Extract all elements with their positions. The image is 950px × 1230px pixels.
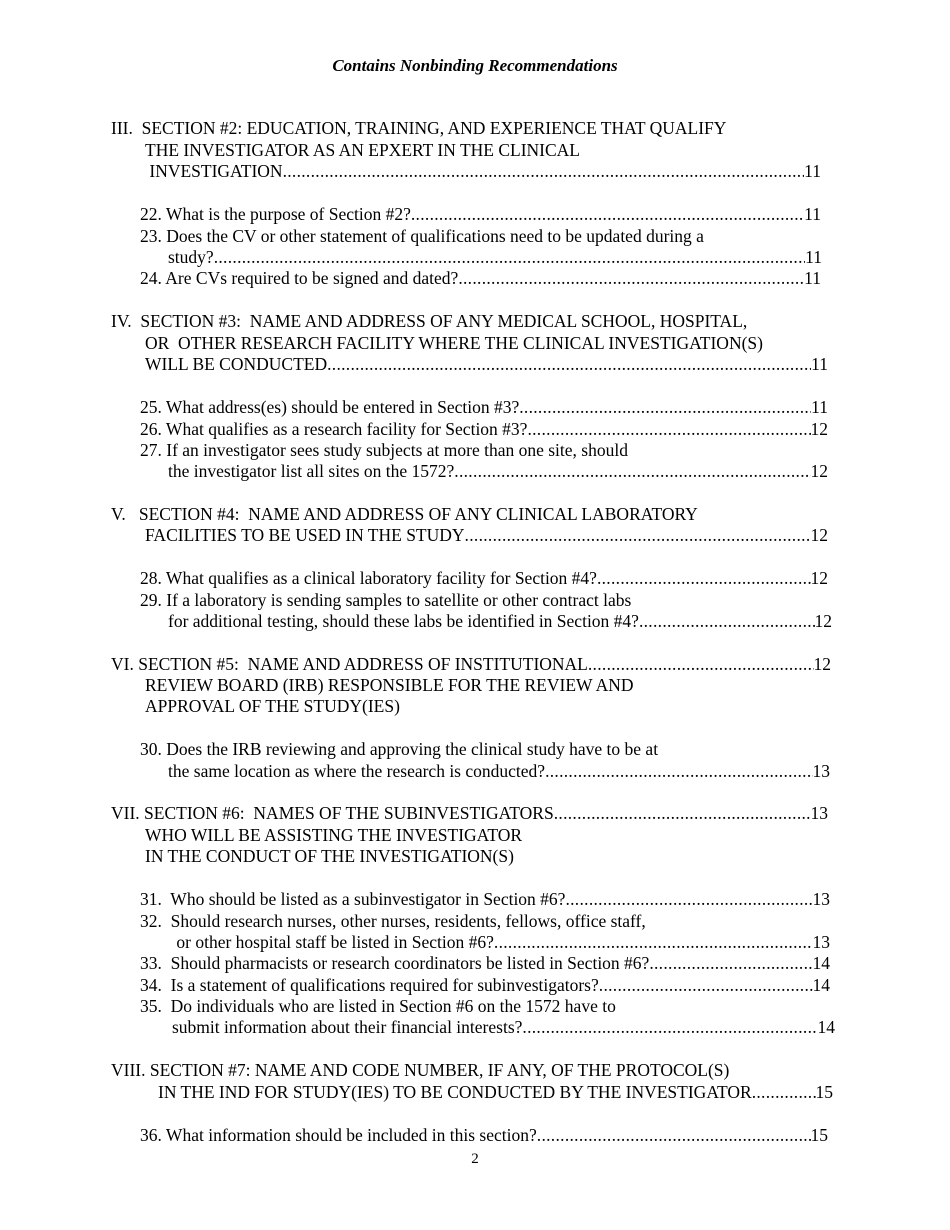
toc-entry-page: 14 — [812, 953, 830, 973]
toc-entry — [168, 460, 828, 482]
toc-entry — [145, 353, 828, 375]
toc-entry-text: 33. Should pharmacists or research coordinators be listed in Section #6? — [140, 953, 650, 973]
toc-entry-page: 12 — [813, 654, 831, 674]
toc-entry-text: 23. Does the CV or other statement of qualifications need to be updated during a — [140, 226, 704, 246]
toc-entry-text: 24. Are CVs required to be signed and dated? — [140, 268, 459, 288]
toc-entry-text: VI. SECTION #5: NAME AND ADDRESS OF INSTITUTIONAL — [111, 654, 588, 674]
toc-entry — [140, 1124, 828, 1146]
toc-heading-continuation: OR OTHER RESEARCH FACILITY WHERE THE CLINICAL INVESTIGATION(S) — [145, 333, 763, 353]
toc-entry-page: 11 — [804, 161, 821, 181]
toc-entry — [140, 974, 830, 996]
toc-entry — [140, 203, 821, 225]
toc-entry-text: the same location as where the research is conducted? — [168, 761, 546, 781]
toc-entry-text: 34. Is a statement of qualifications required for subinvestigators? — [140, 975, 599, 995]
toc-entry — [140, 888, 830, 910]
toc-entry-text: or other hospital staff be listed in Section #6? — [172, 932, 494, 952]
toc-entry-page: 12 — [810, 461, 828, 481]
toc-entry-text: 22. What is the purpose of Section #2? — [140, 204, 411, 224]
toc-entry-text: 35. Do individuals who are listed in Section #6 on the 1572 have to — [140, 996, 616, 1016]
toc-heading-continuation: REVIEW BOARD (IRB) RESPONSIBLE FOR THE REVIEW AND — [145, 675, 634, 695]
toc-entry-text: FACILITIES TO BE USED IN THE STUDY — [145, 525, 465, 545]
toc-heading-continuation: THE INVESTIGATOR AS AN EPXERT IN THE CLINICAL — [145, 140, 580, 160]
toc-entry-text: IN THE IND FOR STUDY(IES) TO BE CONDUCTED BY THE INVESTIGATOR — [158, 1082, 752, 1102]
page-number: 2 — [471, 1151, 479, 1167]
toc-entry-page: 12 — [810, 568, 828, 588]
toc-entry-text: the investigator list all sites on the 1572? — [168, 461, 455, 481]
toc-entry — [145, 160, 821, 182]
toc-entry-page: 13 — [810, 803, 828, 823]
toc-entry-text: VII. SECTION #6: NAMES OF THE SUBINVESTIGATORS — [111, 803, 554, 823]
toc-entry-text: for additional testing, should these labs be identified in Section #4? — [168, 611, 639, 631]
toc-entry-text: 29. If a laboratory is sending samples to satellite or other contract labs — [140, 590, 632, 610]
toc-entry — [145, 524, 828, 546]
toc-heading-section-6 — [111, 802, 828, 824]
toc-entry-text: 32. Should research nurses, other nurses, residents, fellows, office staff, — [140, 911, 646, 931]
toc-entry-text: WILL BE CONDUCTED — [145, 354, 328, 374]
toc-entry-page: 11 — [805, 247, 822, 267]
toc-entry-page: 12 — [810, 419, 828, 439]
toc-entry — [140, 267, 821, 289]
toc-entry — [168, 610, 832, 632]
toc-entry — [140, 396, 828, 418]
toc-heading-section-5 — [111, 653, 831, 675]
toc-entry-page: 13 — [812, 932, 830, 952]
toc-entry-page: 12 — [810, 525, 828, 545]
toc-heading-section-7: VIII. SECTION #7: NAME AND CODE NUMBER, IF ANY, OF THE PROTOCOL(S) — [111, 1060, 730, 1080]
toc-heading-continuation: WHO WILL BE ASSISTING THE INVESTIGATOR — [145, 825, 523, 845]
toc-entry — [168, 246, 822, 268]
toc-entry-page: 13 — [812, 889, 830, 909]
toc-heading-continuation — [158, 1081, 833, 1103]
toc-heading-section-2: III. SECTION #2: EDUCATION, TRAINING, AND EXPERIENCE THAT QUALIFY — [111, 118, 727, 138]
toc-entry-page: 11 — [811, 354, 828, 374]
toc-heading-section-4: V. SECTION #4: NAME AND ADDRESS OF ANY CLINICAL LABORATORY — [111, 504, 698, 524]
toc-entry-text: 25. What address(es) should be entered in Section #3? — [140, 397, 520, 417]
toc-entry-page: 11 — [804, 204, 821, 224]
toc-entry-page: 15 — [810, 1125, 828, 1145]
toc-entry-page: 14 — [812, 975, 830, 995]
toc-entry-text: 36. What information should be included in this section? — [140, 1125, 537, 1145]
toc-entry-page: 11 — [804, 268, 821, 288]
toc-entry — [140, 952, 830, 974]
toc-entry — [172, 1016, 835, 1038]
toc-entry-text: 26. What qualifies as a research facility for Section #3? — [140, 419, 528, 439]
toc-entry — [168, 760, 830, 782]
toc-entry — [140, 567, 828, 589]
toc-entry — [140, 418, 828, 440]
toc-entry-page: 11 — [811, 397, 828, 417]
toc-entry-page: 13 — [812, 761, 830, 781]
toc-entry-text: 27. If an investigator sees study subjects at more than one site, should — [140, 440, 628, 460]
toc-entry-page: 14 — [817, 1017, 835, 1037]
toc-entry-text: submit information about their financial interests? — [172, 1017, 523, 1037]
toc-entry-page: 15 — [815, 1082, 833, 1102]
toc-entry-text: 30. Does the IRB reviewing and approving the clinical study have to be at — [140, 739, 659, 759]
toc-entry-text: study? — [168, 247, 214, 267]
toc-entry-text: 31. Who should be listed as a subinvestigator in Section #6? — [140, 889, 566, 909]
toc-entry-text: INVESTIGATION — [145, 161, 283, 181]
toc-heading-continuation: IN THE CONDUCT OF THE INVESTIGATION(S) — [145, 846, 514, 866]
page-header: Contains Nonbinding Recommendations — [332, 56, 618, 75]
toc-heading-section-3: IV. SECTION #3: NAME AND ADDRESS OF ANY MEDICAL SCHOOL, HOSPITAL, — [111, 311, 748, 331]
toc-entry-text: 28. What qualifies as a clinical laboratory facility for Section #4? — [140, 568, 597, 588]
toc-heading-continuation: APPROVAL OF THE STUDY(IES) — [145, 696, 400, 716]
toc-entry-page: 12 — [814, 611, 832, 631]
toc-entry — [172, 931, 830, 953]
